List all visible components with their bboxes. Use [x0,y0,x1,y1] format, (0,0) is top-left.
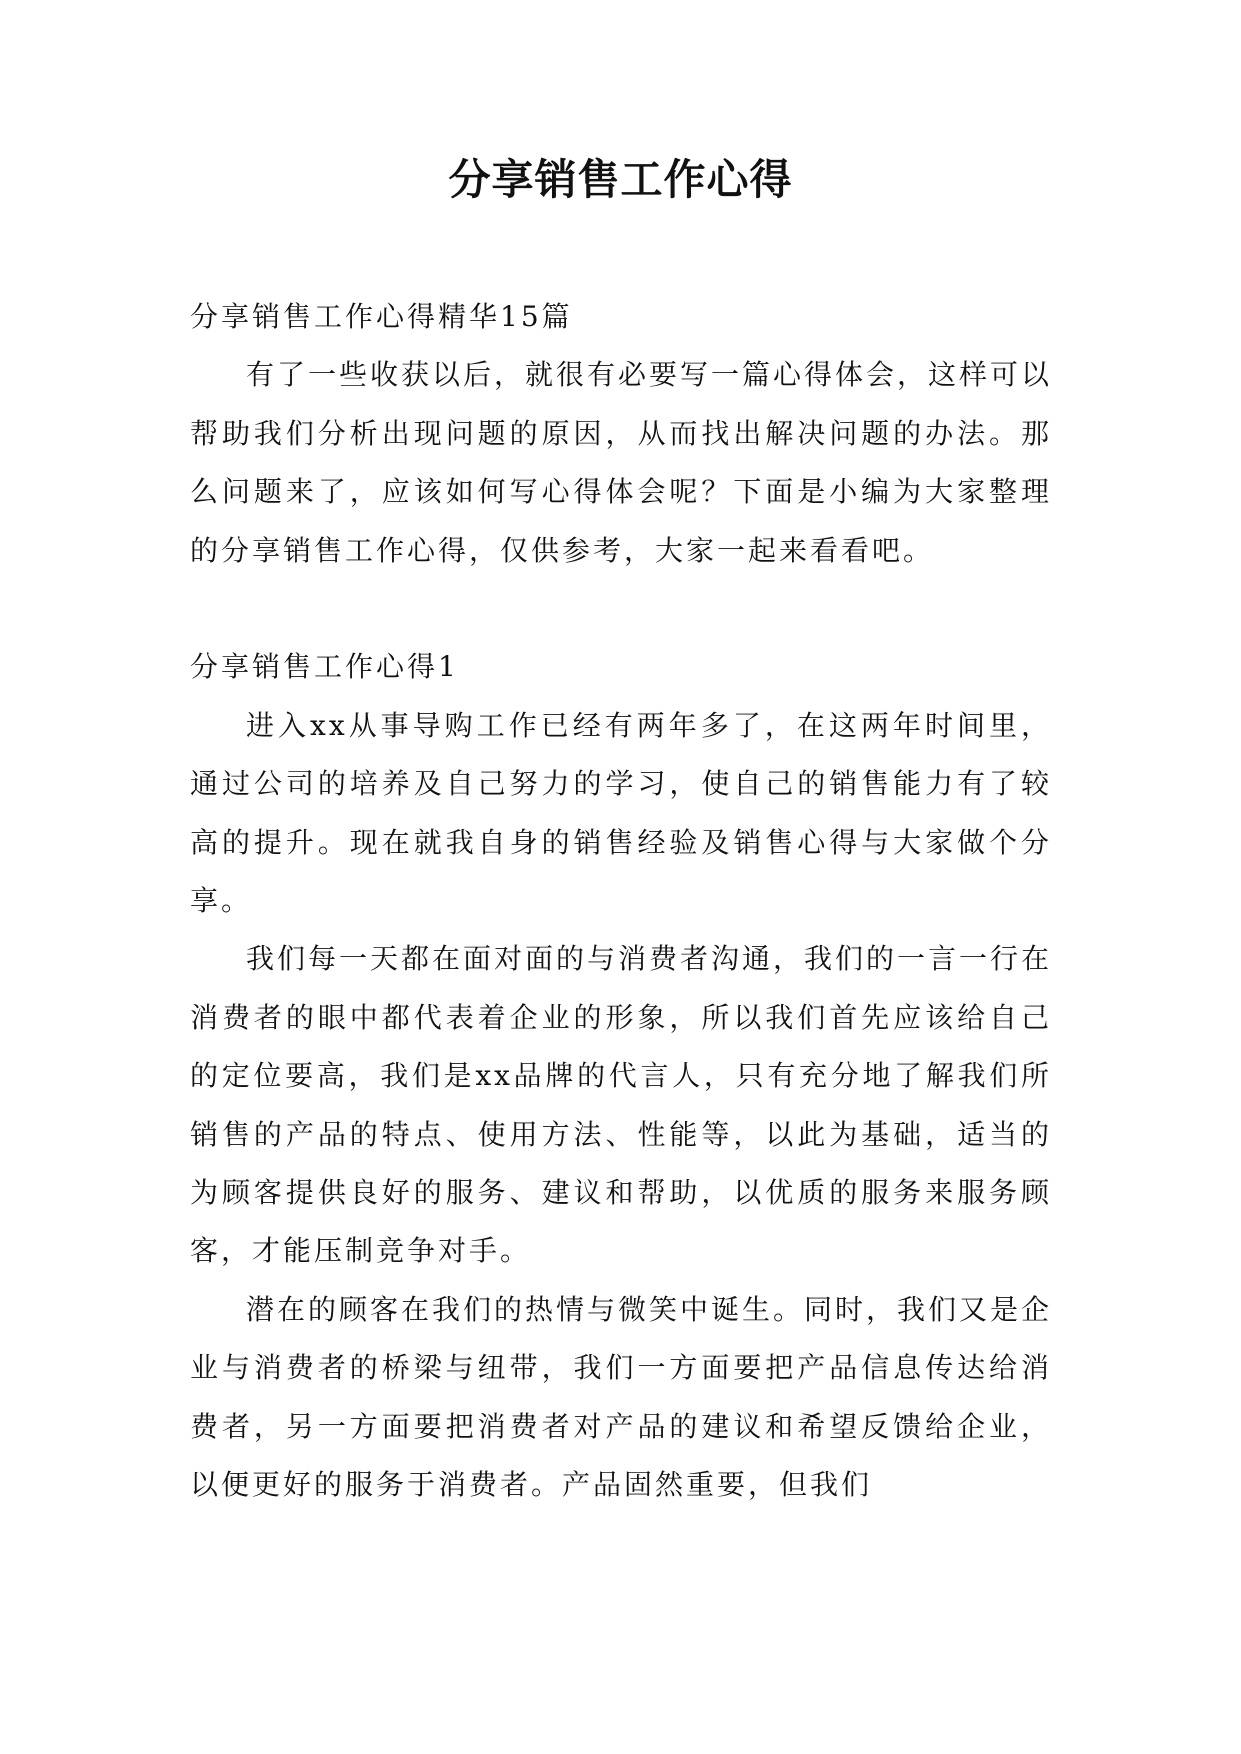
body-paragraph: 我们每一天都在面对面的与消费者沟通，我们的一言一行在消费者的眼中都代表着企业的形象，所以我们首先应该给自己的定位要高，我们是xx品牌的代言人，只有充分地了解我们所销售的产品的特点、使用方法、性能等，以此为基础，适当的为顾客提供良好的服务、建议和帮助，以优质的服务来服务顾客，才能压制竞争对手。 [190,942,1053,1268]
section-gap [190,580,1052,638]
subtitle: 分享销售工作心得精华15篇 [190,300,573,333]
document-body [190,288,1052,1515]
body-paragraph: 进入xx从事导购工作已经有两年多了，在这两年时间里，通过公司的培养及自己努力的学习，使自己的销售能力有了较高的提升。现在就我自身的销售经验及销售心得与大家做个分享。 [190,708,1052,918]
intro-paragraph: 有了一些收获以后，就很有必要写一篇心得体会，这样可以帮助我们分析出现问题的原因，从而找出解决问题的办法。那么问题来了，应该如何写心得体会呢？下面是小编为大家整理的分享销售工作心得，仅供参考，大家一起来看看吧。 [190,358,1053,567]
section-heading: 分享销售工作心得1 [190,650,459,684]
body-paragraph: 潜在的顾客在我们的热情与微笑中诞生。同时，我们又是企业与消费者的桥梁与纽带，我们一方面要把产品信息传达给消费者，另一方面要把消费者对产品的建议和希望反馈给企业，以便更好的服务于消费者。产品固然重要，但我们 [190,1292,1053,1502]
document-title: 分享销售工作心得 [448,155,793,204]
